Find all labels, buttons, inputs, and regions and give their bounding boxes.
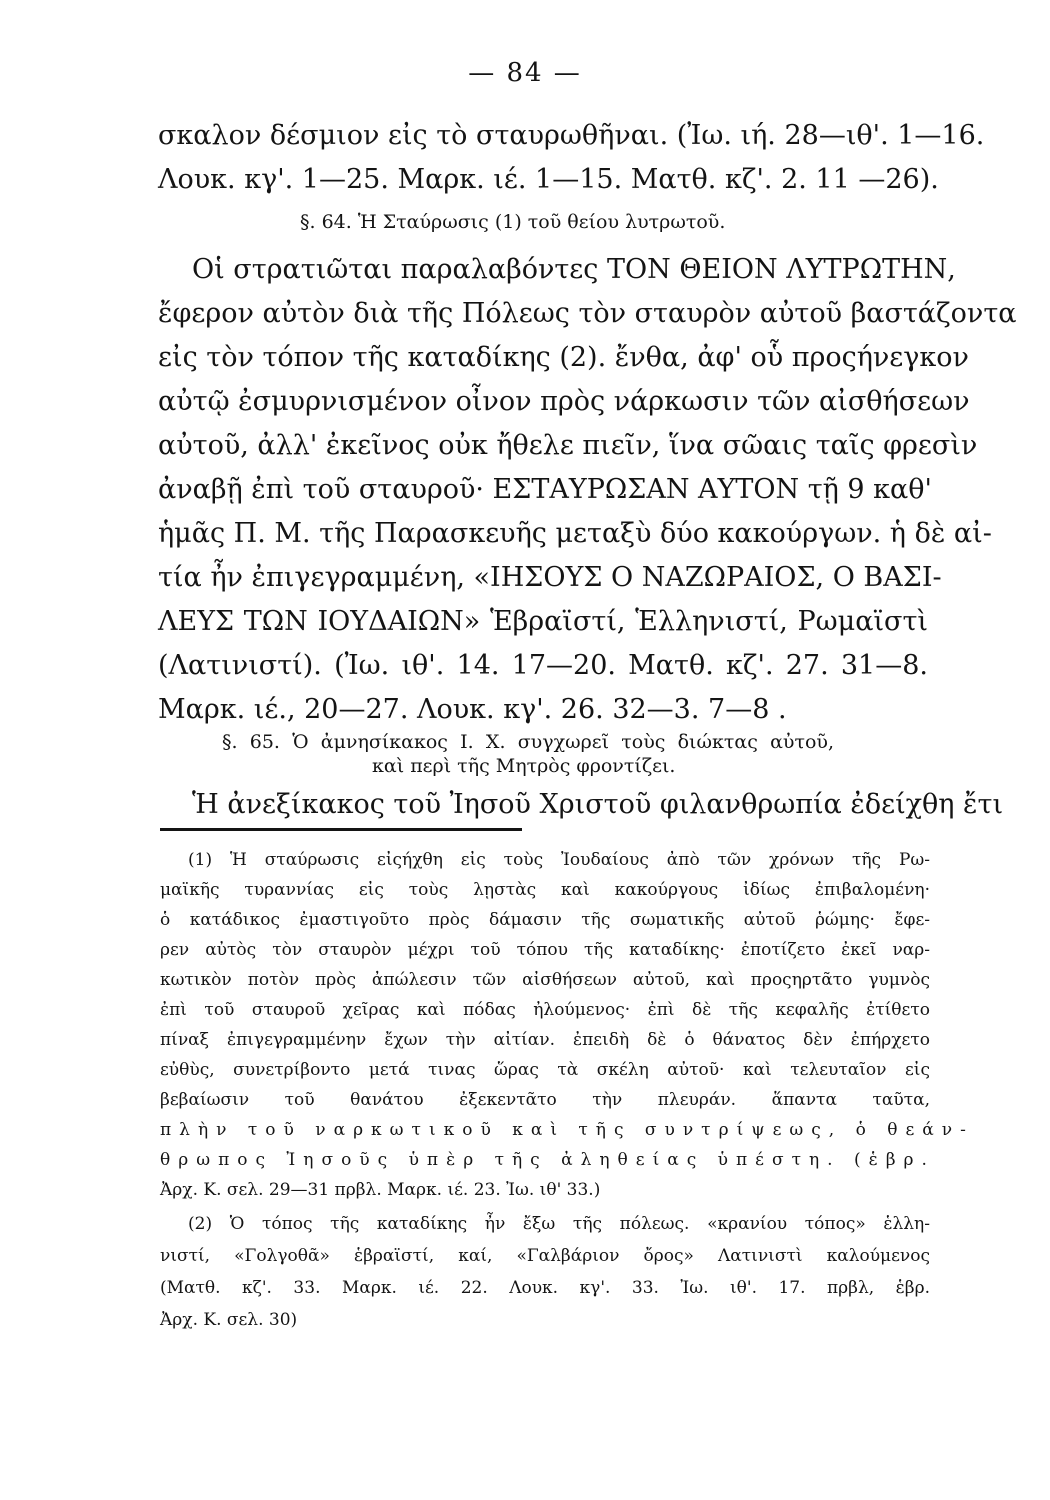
section-heading-65-cont: καὶ περὶ τῆς Μητρὸς φροντίζει. <box>372 755 676 777</box>
section-heading-64: §. 64. Ἡ Σταύρωσις (1) τοῦ θείου λυτρωτοῦ. <box>300 211 726 233</box>
body-line: Λουκ. κγ'. 1—25. Μαρκ. ιέ. 1—15. Ματθ. κζ'. 2. 11 —26). <box>158 164 939 195</box>
body-line: εἰς τὸν τόπον τῆς καταδίκης (2). ἔνθα, ἀφ' οὗ προςήνεγκον <box>158 342 969 373</box>
footnote-line: ὁ κατάδικος ἐμαστιγοῦτο πρὸς δάμασιν τῆς σωματικῆς αὐτοῦ ῥώμης· ἔφε- <box>160 910 930 930</box>
footnote-line: πίναξ ἐπιγεγραμμένην ἔχων τὴν αἰτίαν. ἐπειδὴ δὲ ὁ θάνατος δὲν ἐπήρχετο <box>160 1030 930 1050</box>
body-line: σκαλον δέσμιον εἰς τὸ σταυρωθῆναι. (Ἰω. ιή. 28—ιθ'. 1—16. <box>158 120 985 151</box>
body-line: αὐτοῦ, ἀλλ' ἐκεῖνος οὐκ ἤθελε πιεῖν, ἵνα σῶαις ταῖς φρεσὶν <box>158 430 978 461</box>
footnote-line: εὐθὺς, συνετρίβοντο μετά τινας ὥρας τὰ σκέλη αὐτοῦ· καὶ τελευταῖον εἰς <box>160 1060 930 1080</box>
footnote-line: θρωπος Ἰησοῦς ὑπὲρ τῆς ἀληθείας ὑπέστη. (ἑβρ. <box>160 1150 935 1170</box>
page-number: — 84 — <box>468 58 582 88</box>
body-line: ἡμᾶς Π. Μ. τῆς Παρασκευῆς μεταξὺ δύο κακούργων. ἡ δὲ αἰ- <box>158 518 992 549</box>
body-line: ἀναβῇ ἐπὶ τοῦ σταυροῦ· ΕΣΤΑΥΡΩΣΑΝ ΑΥΤΟΝ τῇ 9 καθ' <box>158 474 932 505</box>
body-line: ΛΕΥΣ ΤΩΝ ΙΟΥΔΑΙΩΝ» Ἑβραϊστί, Ἑλληνιστί, Ρωμαϊστὶ <box>158 606 928 637</box>
body-line: Ἡ ἀνεξίκακος τοῦ Ἰησοῦ Χριστοῦ φιλανθρωπία ἐδείχθη ἔτι <box>192 789 1004 820</box>
footnote-line: νιστί, «Γολγοθᾶ» ἑβραϊστί, καί, «Γαλβάριον ὄρος» Λατινιστὶ καλούμενος <box>160 1246 930 1266</box>
body-line: αὐτῷ ἐσμυρνισμένον οἶνον πρὸς νάρκωσιν τῶν αἰσθήσεων <box>158 386 970 417</box>
footnote-line: πλὴν τοῦ ναρκωτικοῦ καὶ τῆς συντρίψεως, ὁ θεάν- <box>160 1120 974 1140</box>
footnote-line: Ἀρχ. Κ. σελ. 30) <box>160 1310 298 1330</box>
footnote-line: (Ματθ. κζ'. 33. Μαρκ. ιέ. 22. Λουκ. κγ'. 33. Ἰω. ιθ'. 17. πρβλ, ἑβρ. <box>160 1278 930 1298</box>
footnote-line: μαϊκῆς τυραννίας εἰς τοὺς λῃστὰς καὶ κακούργους ἰδίως ἐπιβαλομένη· <box>160 880 930 900</box>
section-heading-65: §. 65. Ὁ ἀμνησίκακος Ι. Χ. συγχωρεῖ τοὺς διώκτας αὐτοῦ, <box>222 731 834 753</box>
footnote-line: βεβαίωσιν τοῦ θανάτου ἐξεκεντᾶτο τὴν πλευράν. ἅπαντα ταῦτα, <box>160 1090 930 1110</box>
body-line: τία ἦν ἐπιγεγραμμένη, «ΙΗΣΟΥΣ Ο ΝΑΖΩΡΑΙΟΣ, Ο ΒΑΣΙ- <box>158 562 942 593</box>
footnote-line: ρεν αὐτὸς τὸν σταυρὸν μέχρι τοῦ τόπου τῆς καταδίκης· ἐποτίζετο ἐκεῖ ναρ- <box>160 940 930 960</box>
footnote-line: Ἀρχ. Κ. σελ. 29—31 πρβλ. Μαρκ. ιέ. 23. Ἰω. ιθ' 33.) <box>160 1180 601 1200</box>
footnote-line: ἐπὶ τοῦ σταυροῦ χεῖρας καὶ πόδας ἠλούμενος· ἐπὶ δὲ τῆς κεφαλῆς ἐτίθετο <box>160 1000 930 1020</box>
footnote-line: (1) Ἡ σταύρωσις εἰςήχθη εἰς τοὺς Ἰουδαίους ἀπὸ τῶν χρόνων τῆς Ρω- <box>188 850 930 870</box>
footnote-line: (2) Ὁ τόπος τῆς καταδίκης ἦν ἔξω τῆς πόλεως. «κρανίου τόπος» ἑλλη- <box>188 1214 930 1234</box>
body-line: (Λατινιστί). (Ἰω. ιθ'. 14. 17—20. Ματθ. κζ'. 27. 31—8. <box>158 650 928 681</box>
body-line: Μαρκ. ιέ., 20—27. Λουκ. κγ'. 26. 32—3. 7—8 . <box>158 694 787 725</box>
footnote-line: κωτικὸν ποτὸν πρὸς ἀπώλεσιν τῶν αἰσθήσεων αὐτοῦ, καὶ προςηρτᾶτο γυμνὸς <box>160 970 930 990</box>
footnote-divider <box>160 828 522 831</box>
body-line: Οἱ στρατιῶται παραλαβόντες ΤΟΝ ΘΕΙΟΝ ΛΥΤΡΩΤΗΝ, <box>192 254 956 285</box>
body-line: ἔφερον αὐτὸν διὰ τῆς Πόλεως τὸν σταυρὸν αὐτοῦ βαστάζοντα <box>158 298 1017 329</box>
